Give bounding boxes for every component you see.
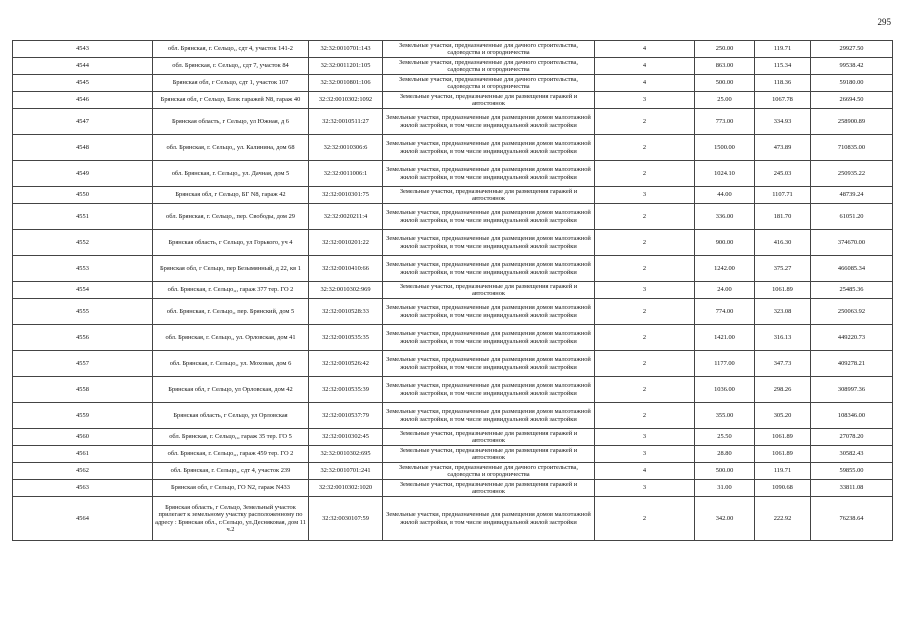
land-use-cell: Земельные участки, предназначенные для размещения домов малоэтажной жилой застройки, в том числе индивидуальной жилой застройки: [383, 109, 595, 135]
cadastral-number-cell: 32:32:0010701:143: [309, 41, 383, 58]
land-use-cell: Земельные участки, предназначенные для размещения гаражей и автостоянок: [383, 282, 595, 299]
cadastral-value-cell: 466085.34: [811, 256, 893, 282]
row-number: 4553: [13, 256, 153, 282]
cadastral-value-cell: 59180.00: [811, 75, 893, 92]
area-cell: 900.00: [695, 230, 755, 256]
group-number-cell: 3: [595, 92, 695, 109]
row-number: 4550: [13, 187, 153, 204]
group-number-cell: 3: [595, 480, 695, 497]
cadastral-number-cell: 32:32:0011006:1: [309, 161, 383, 187]
row-number: 4562: [13, 463, 153, 480]
row-number: 4543: [13, 41, 153, 58]
address-cell: обл. Брянская, г. Сельцо,, ул. Дачная, дом 5: [153, 161, 309, 187]
land-use-cell: Земельные участки, предназначенные для размещения домов малоэтажной жилой застройки, в том числе индивидуальной жилой застройки: [383, 377, 595, 403]
area-cell: 1421.00: [695, 325, 755, 351]
group-number-cell: 2: [595, 299, 695, 325]
table-row: [13, 75, 893, 92]
address-cell: Брянская область, г Сельцо, ул Орловская: [153, 403, 309, 429]
cadastral-number-cell: 32:32:0010511:27: [309, 109, 383, 135]
land-use-cell: Земельные участки, предназначенные для размещения домов малоэтажной жилой застройки, в том числе индивидуальной жилой застройки: [383, 497, 595, 541]
area-cell: 28.80: [695, 446, 755, 463]
area-cell: 25.50: [695, 429, 755, 446]
cadastral-value-cell: 26694.50: [811, 92, 893, 109]
land-use-cell: Земельные участки, предназначенные для размещения домов малоэтажной жилой застройки, в том числе индивидуальной жилой застройки: [383, 230, 595, 256]
cadastral-value-cell: 449220.73: [811, 325, 893, 351]
row-number: 4548: [13, 135, 153, 161]
group-number-cell: 3: [595, 446, 695, 463]
address-cell: обл. Брянская, г. Сельцо,, сдт 7, участок 84: [153, 58, 309, 75]
area-cell: 342.00: [695, 497, 755, 541]
group-number-cell: 2: [595, 135, 695, 161]
row-number: 4545: [13, 75, 153, 92]
cadastral-number-cell: 32:32:0011201:105: [309, 58, 383, 75]
specific-value-cell: 334.93: [755, 109, 811, 135]
area-cell: 1036.00: [695, 377, 755, 403]
address-cell: обл. Брянская, г. Сельцо,, сдт 4, участок 239: [153, 463, 309, 480]
address-cell: Брянская обл, г Сельцо, ул Орловская, дом 42: [153, 377, 309, 403]
address-cell: обл. Брянская, г. Сельцо,, сдт 4, участок 141-2: [153, 41, 309, 58]
cadastral-number-cell: 32:32:0010302:1020: [309, 480, 383, 497]
land-use-cell: Земельные участки, предназначенные для размещения гаражей и автостоянок: [383, 480, 595, 497]
address-cell: обл. Брянская, г. Сельцо,, ул. Моховая, дом 6: [153, 351, 309, 377]
group-number-cell: 3: [595, 282, 695, 299]
specific-value-cell: 316.13: [755, 325, 811, 351]
specific-value-cell: 305.20: [755, 403, 811, 429]
cadastral-number-cell: 32:32:0010302:45: [309, 429, 383, 446]
specific-value-cell: 1107.71: [755, 187, 811, 204]
row-number: 4544: [13, 58, 153, 75]
table-row: [13, 446, 893, 463]
address-cell: Брянская обл, г Сельцо, ГО N2, гараж N433: [153, 480, 309, 497]
cadastral-number-cell: 32:32:0030107:59: [309, 497, 383, 541]
area-cell: 1177.00: [695, 351, 755, 377]
area-cell: 774.00: [695, 299, 755, 325]
table-row: [13, 256, 893, 282]
group-number-cell: 2: [595, 109, 695, 135]
table-row: [13, 403, 893, 429]
address-cell: Брянская область, г Сельцо, ул Горького, уч 4: [153, 230, 309, 256]
table-row: [13, 161, 893, 187]
specific-value-cell: 298.26: [755, 377, 811, 403]
address-cell: обл. Брянская, г. Сельцо,, пер. Брянский, дом 5: [153, 299, 309, 325]
specific-value-cell: 119.71: [755, 41, 811, 58]
group-number-cell: 4: [595, 58, 695, 75]
cadastral-value-cell: 48739.24: [811, 187, 893, 204]
address-cell: обл. Брянская, г. Сельцо,,, гараж 377 тер. ГО 2: [153, 282, 309, 299]
group-number-cell: 4: [595, 41, 695, 58]
cadastral-number-cell: 32:32:0010528:33: [309, 299, 383, 325]
land-use-cell: Земельные участки, предназначенные для размещения домов малоэтажной жилой застройки, в том числе индивидуальной жилой застройки: [383, 135, 595, 161]
land-use-cell: Земельные участки, предназначенные для размещения домов малоэтажной жилой застройки, в том числе индивидуальной жилой застройки: [383, 204, 595, 230]
specific-value-cell: 119.71: [755, 463, 811, 480]
land-use-cell: Земельные участки, предназначенные для дачного строительства, садоводства и огородничества: [383, 463, 595, 480]
group-number-cell: 2: [595, 161, 695, 187]
cadastral-value-cell: 25485.36: [811, 282, 893, 299]
specific-value-cell: 222.92: [755, 497, 811, 541]
cadastral-number-cell: 32:32:0010801:106: [309, 75, 383, 92]
cadastral-number-cell: 32:32:0010410:66: [309, 256, 383, 282]
specific-value-cell: 1061.89: [755, 282, 811, 299]
table-row: [13, 497, 893, 541]
specific-value-cell: 118.36: [755, 75, 811, 92]
page-number: 295: [877, 17, 891, 27]
address-cell: обл. Брянская, г. Сельцо,,, гараж 459 тер. ГО 2: [153, 446, 309, 463]
cadastral-number-cell: 32:32:0010306:6: [309, 135, 383, 161]
land-use-cell: Земельные участки, предназначенные для размещения гаражей и автостоянок: [383, 429, 595, 446]
cadastral-number-cell: 32:32:0020211:4: [309, 204, 383, 230]
group-number-cell: 4: [595, 75, 695, 92]
area-cell: 336.00: [695, 204, 755, 230]
row-number: 4556: [13, 325, 153, 351]
cadastral-number-cell: 32:32:0010701:241: [309, 463, 383, 480]
table-row: [13, 325, 893, 351]
group-number-cell: 4: [595, 463, 695, 480]
address-cell: Брянская обл, г Сельцо, Блок гаражей N8, гараж 40: [153, 92, 309, 109]
table-row: [13, 135, 893, 161]
area-cell: 500.00: [695, 463, 755, 480]
row-number: 4555: [13, 299, 153, 325]
cadastral-number-cell: 32:32:0010302:695: [309, 446, 383, 463]
area-cell: 31.00: [695, 480, 755, 497]
cadastral-value-table: [12, 40, 893, 541]
cadastral-number-cell: 32:32:0010302:1092: [309, 92, 383, 109]
cadastral-number-cell: 32:32:0010537:79: [309, 403, 383, 429]
area-cell: 1242.00: [695, 256, 755, 282]
specific-value-cell: 347.73: [755, 351, 811, 377]
table-row: [13, 429, 893, 446]
cadastral-value-cell: 250063.92: [811, 299, 893, 325]
cadastral-value-cell: 27078.20: [811, 429, 893, 446]
specific-value-cell: 245.03: [755, 161, 811, 187]
cadastral-value-cell: 108346.00: [811, 403, 893, 429]
cadastral-value-cell: 61051.20: [811, 204, 893, 230]
area-cell: 250.00: [695, 41, 755, 58]
row-number: 4546: [13, 92, 153, 109]
specific-value-cell: 375.27: [755, 256, 811, 282]
row-number: 4564: [13, 497, 153, 541]
address-cell: обл. Брянская, г. Сельцо,, ул. Орловская, дом 41: [153, 325, 309, 351]
cadastral-number-cell: 32:32:0010526:42: [309, 351, 383, 377]
specific-value-cell: 473.89: [755, 135, 811, 161]
specific-value-cell: 416.30: [755, 230, 811, 256]
area-cell: 355.00: [695, 403, 755, 429]
cadastral-number-cell: 32:32:0010301:75: [309, 187, 383, 204]
cadastral-value-cell: 374670.00: [811, 230, 893, 256]
table-row: [13, 351, 893, 377]
address-cell: Брянская обл, г Сельцо, сдт 1, участок 107: [153, 75, 309, 92]
group-number-cell: 3: [595, 187, 695, 204]
table-row: [13, 204, 893, 230]
land-use-cell: Земельные участки, предназначенные для размещения домов малоэтажной жилой застройки, в том числе индивидуальной жилой застройки: [383, 403, 595, 429]
address-cell: Брянская обл, г Сельцо, пер Безымянный, д 22, кв 1: [153, 256, 309, 282]
cadastral-value-cell: 258900.89: [811, 109, 893, 135]
specific-value-cell: 115.34: [755, 58, 811, 75]
group-number-cell: 2: [595, 256, 695, 282]
table-row: [13, 299, 893, 325]
land-use-cell: Земельные участки, предназначенные для дачного строительства, садоводства и огородничества: [383, 41, 595, 58]
area-cell: 25.00: [695, 92, 755, 109]
row-number: 4557: [13, 351, 153, 377]
cadastral-value-cell: 250935.22: [811, 161, 893, 187]
row-number: 4558: [13, 377, 153, 403]
table-row: [13, 480, 893, 497]
group-number-cell: 2: [595, 497, 695, 541]
cadastral-number-cell: 32:32:0010201:22: [309, 230, 383, 256]
area-cell: 500.00: [695, 75, 755, 92]
address-cell: Брянская область, г Сельцо, Земельный участок прилегает к земельному участку расположенному по адресу : Брянская обл., г.Сельцо, ул.Десняковая, дом 11 ч.2: [153, 497, 309, 541]
address-cell: Брянская область, г Сельцо, ул Южная, д 6: [153, 109, 309, 135]
land-use-cell: Земельные участки, предназначенные для дачного строительства, садоводства и огородничества: [383, 75, 595, 92]
area-cell: 44.00: [695, 187, 755, 204]
table-row: [13, 58, 893, 75]
table-row: [13, 41, 893, 58]
cadastral-value-cell: 30582.43: [811, 446, 893, 463]
land-use-cell: Земельные участки, предназначенные для размещения гаражей и автостоянок: [383, 446, 595, 463]
specific-value-cell: 1061.89: [755, 446, 811, 463]
group-number-cell: 2: [595, 325, 695, 351]
row-number: 4561: [13, 446, 153, 463]
row-number: 4559: [13, 403, 153, 429]
cadastral-number-cell: 32:32:0010302:969: [309, 282, 383, 299]
row-number: 4552: [13, 230, 153, 256]
row-number: 4547: [13, 109, 153, 135]
group-number-cell: 2: [595, 230, 695, 256]
group-number-cell: 2: [595, 351, 695, 377]
address-cell: обл. Брянская, г. Сельцо,,, гараж 35 тер. ГО 5: [153, 429, 309, 446]
cadastral-value-cell: 308997.36: [811, 377, 893, 403]
cadastral-number-cell: 32:32:0010535:39: [309, 377, 383, 403]
land-use-cell: Земельные участки, предназначенные для размещения гаражей и автостоянок: [383, 187, 595, 204]
row-number: 4554: [13, 282, 153, 299]
land-use-cell: Земельные участки, предназначенные для размещения гаражей и автостоянок: [383, 92, 595, 109]
area-cell: 24.00: [695, 282, 755, 299]
group-number-cell: 2: [595, 377, 695, 403]
row-number: 4551: [13, 204, 153, 230]
land-use-cell: Земельные участки, предназначенные для размещения домов малоэтажной жилой застройки, в том числе индивидуальной жилой застройки: [383, 161, 595, 187]
table-row: [13, 109, 893, 135]
specific-value-cell: 1090.68: [755, 480, 811, 497]
group-number-cell: 2: [595, 403, 695, 429]
table-row: [13, 92, 893, 109]
address-cell: Брянская обл, г Сельцо, БГ N8, гараж 42: [153, 187, 309, 204]
address-cell: обл. Брянская, г. Сельцо,, ул. Калинина, дом 68: [153, 135, 309, 161]
specific-value-cell: 323.08: [755, 299, 811, 325]
group-number-cell: 3: [595, 429, 695, 446]
table-row: [13, 230, 893, 256]
cadastral-value-cell: 29927.50: [811, 41, 893, 58]
address-cell: обл. Брянская, г. Сельцо,, пер. Свободы, дом 29: [153, 204, 309, 230]
table-row: [13, 187, 893, 204]
land-use-cell: Земельные участки, предназначенные для размещения домов малоэтажной жилой застройки, в том числе индивидуальной жилой застройки: [383, 351, 595, 377]
row-number: 4549: [13, 161, 153, 187]
table-row: [13, 377, 893, 403]
cadastral-number-cell: 32:32:0010535:35: [309, 325, 383, 351]
table-body: [13, 41, 893, 541]
area-cell: 863.00: [695, 58, 755, 75]
specific-value-cell: 181.70: [755, 204, 811, 230]
cadastral-value-cell: 76238.64: [811, 497, 893, 541]
land-use-cell: Земельные участки, предназначенные для размещения домов малоэтажной жилой застройки, в том числе индивидуальной жилой застройки: [383, 256, 595, 282]
cadastral-value-cell: 710835.00: [811, 135, 893, 161]
area-cell: 1500.00: [695, 135, 755, 161]
cadastral-value-cell: 33811.08: [811, 480, 893, 497]
cadastral-value-cell: 99538.42: [811, 58, 893, 75]
table-row: [13, 463, 893, 480]
land-use-cell: Земельные участки, предназначенные для размещения домов малоэтажной жилой застройки, в том числе индивидуальной жилой застройки: [383, 299, 595, 325]
area-cell: 1024.10: [695, 161, 755, 187]
row-number: 4560: [13, 429, 153, 446]
land-use-cell: Земельные участки, предназначенные для дачного строительства, садоводства и огородничества: [383, 58, 595, 75]
row-number: 4563: [13, 480, 153, 497]
specific-value-cell: 1067.78: [755, 92, 811, 109]
cadastral-value-cell: 409278.21: [811, 351, 893, 377]
area-cell: 773.00: [695, 109, 755, 135]
land-use-cell: Земельные участки, предназначенные для размещения домов малоэтажной жилой застройки, в том числе индивидуальной жилой застройки: [383, 325, 595, 351]
specific-value-cell: 1061.89: [755, 429, 811, 446]
cadastral-value-cell: 59855.00: [811, 463, 893, 480]
group-number-cell: 2: [595, 204, 695, 230]
table-row: [13, 282, 893, 299]
